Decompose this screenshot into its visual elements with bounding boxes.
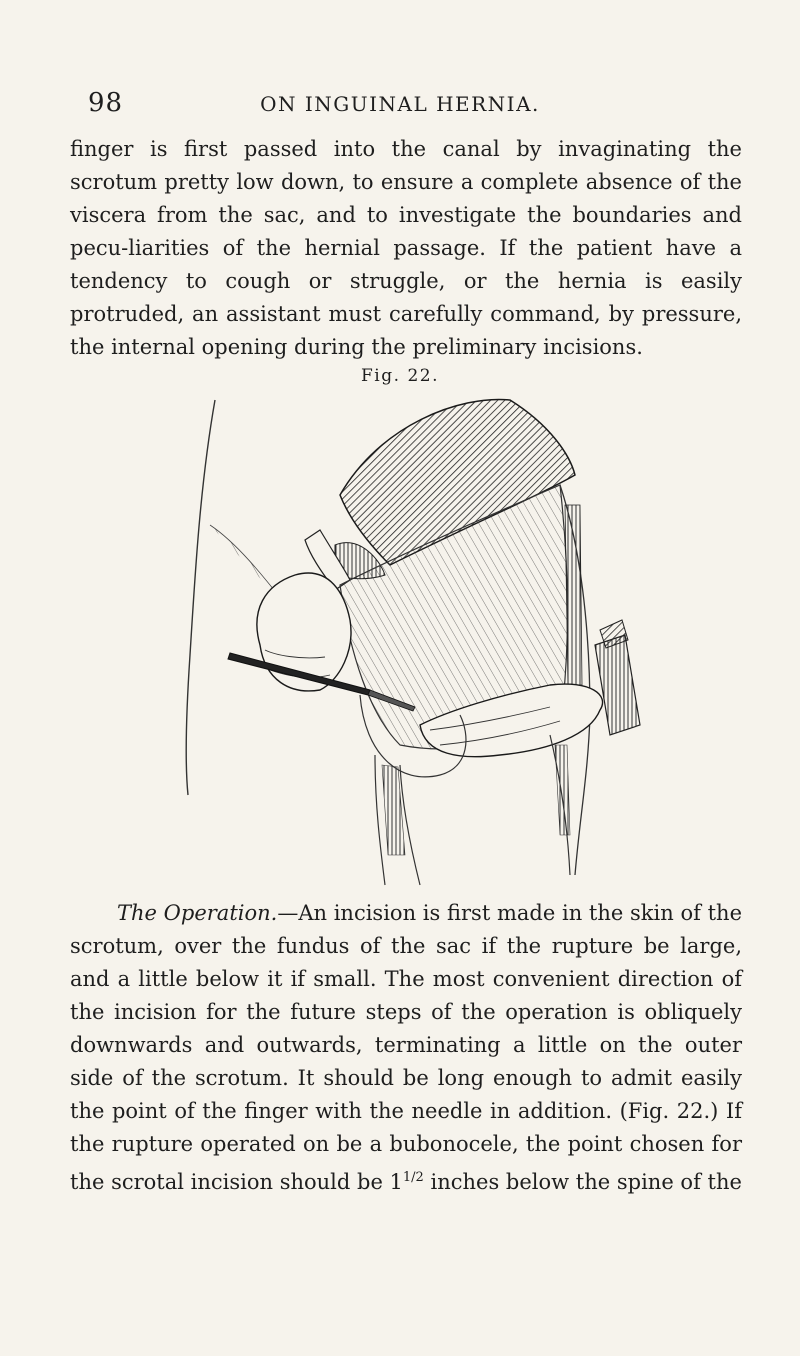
section-heading: The Operation. — [117, 901, 278, 925]
fraction: 1/2 — [402, 1170, 424, 1185]
operation-engraving — [170, 395, 670, 890]
engraved-illustration — [170, 395, 670, 890]
paragraph-2 — [70, 897, 742, 1199]
paragraph-2-text-a: —An incision is first made in the skin of the scrotum, over the fundus of the sac if the rupture be large, and a little below it if small. The most convenient direction of the incision for the future steps of the operation is obliquely downwards and outwards, terminating a little on the outer side of the scrotum. It should be long enough to admit easily the point of the finger with the needle in addition. (Fig. 22.) If the rupture operated on be a bubonocele, the point chosen for the scrotal incision should be 1 — [70, 901, 742, 1194]
figure-caption: Fig. 22. — [361, 366, 439, 386]
running-title: ON INGUINAL HERNIA. — [260, 92, 540, 116]
page-number: 98 — [88, 88, 124, 118]
paragraph-1: finger is first passed into the canal by invaginating the scrotum pretty low down, to ensure a complete absence of the viscera from the sac, and to investigate the boundaries and pecu-liarities of the hernial passage. If the patient have a tendency to cough or struggle, or the hernia is easily protruded, an assistant must carefully command, by pressure, the internal opening during the preliminary incisions. — [70, 137, 742, 359]
paragraph-2-text-b: inches below the spine of the — [423, 1170, 742, 1194]
